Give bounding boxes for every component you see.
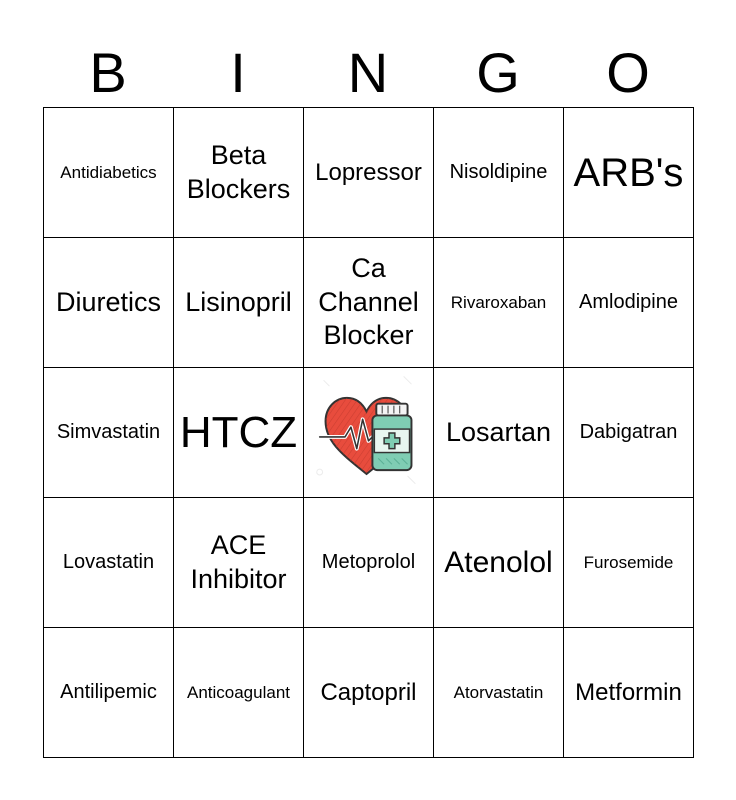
bingo-card — [43, 107, 694, 758]
bingo-cell[interactable]: Anticoagulant — [174, 628, 304, 758]
bingo-cell[interactable]: Lopressor — [304, 108, 434, 238]
bingo-cell[interactable]: HTCZ — [174, 368, 304, 498]
bingo-cell[interactable]: Amlodipine — [564, 238, 694, 368]
bingo-cell[interactable]: Dabigatran — [564, 368, 694, 498]
heart-pill-bottle-icon — [306, 369, 431, 497]
header-letter-g: G — [476, 41, 520, 104]
bingo-cell[interactable]: Atorvastatin — [434, 628, 564, 758]
bingo-cell[interactable]: Simvastatin — [44, 368, 174, 498]
header-letter-i: I — [230, 41, 246, 104]
bingo-cell[interactable]: Captopril — [304, 628, 434, 758]
bingo-cell[interactable]: Furosemide — [564, 498, 694, 628]
bingo-cell[interactable]: Antilipemic — [44, 628, 174, 758]
bingo-cell[interactable]: Ca Channel Blocker — [304, 238, 434, 368]
bingo-cell[interactable]: Metformin — [564, 628, 694, 758]
bingo-cell[interactable]: Antidiabetics — [44, 108, 174, 238]
bingo-cell[interactable]: Rivaroxaban — [434, 238, 564, 368]
bingo-cell[interactable]: Nisoldipine — [434, 108, 564, 238]
header-letter-n: N — [347, 41, 389, 104]
bingo-cell[interactable]: Beta Blockers — [174, 108, 304, 238]
bingo-cell[interactable]: Lovastatin — [44, 498, 174, 628]
bingo-cell[interactable]: Lisinopril — [174, 238, 304, 368]
bingo-cell[interactable]: Metoprolol — [304, 498, 434, 628]
header-letter-o: O — [606, 41, 650, 104]
bingo-cell[interactable]: Losartan — [434, 368, 564, 498]
bingo-header — [43, 40, 693, 106]
bingo-cell[interactable]: Diuretics — [44, 238, 174, 368]
free-space-cell[interactable] — [304, 368, 434, 498]
bingo-cell[interactable]: Atenolol — [434, 498, 564, 628]
bingo-cell[interactable]: ACE Inhibitor — [174, 498, 304, 628]
header-letter-b: B — [89, 41, 127, 104]
bingo-cell[interactable]: ARB's — [564, 108, 694, 238]
